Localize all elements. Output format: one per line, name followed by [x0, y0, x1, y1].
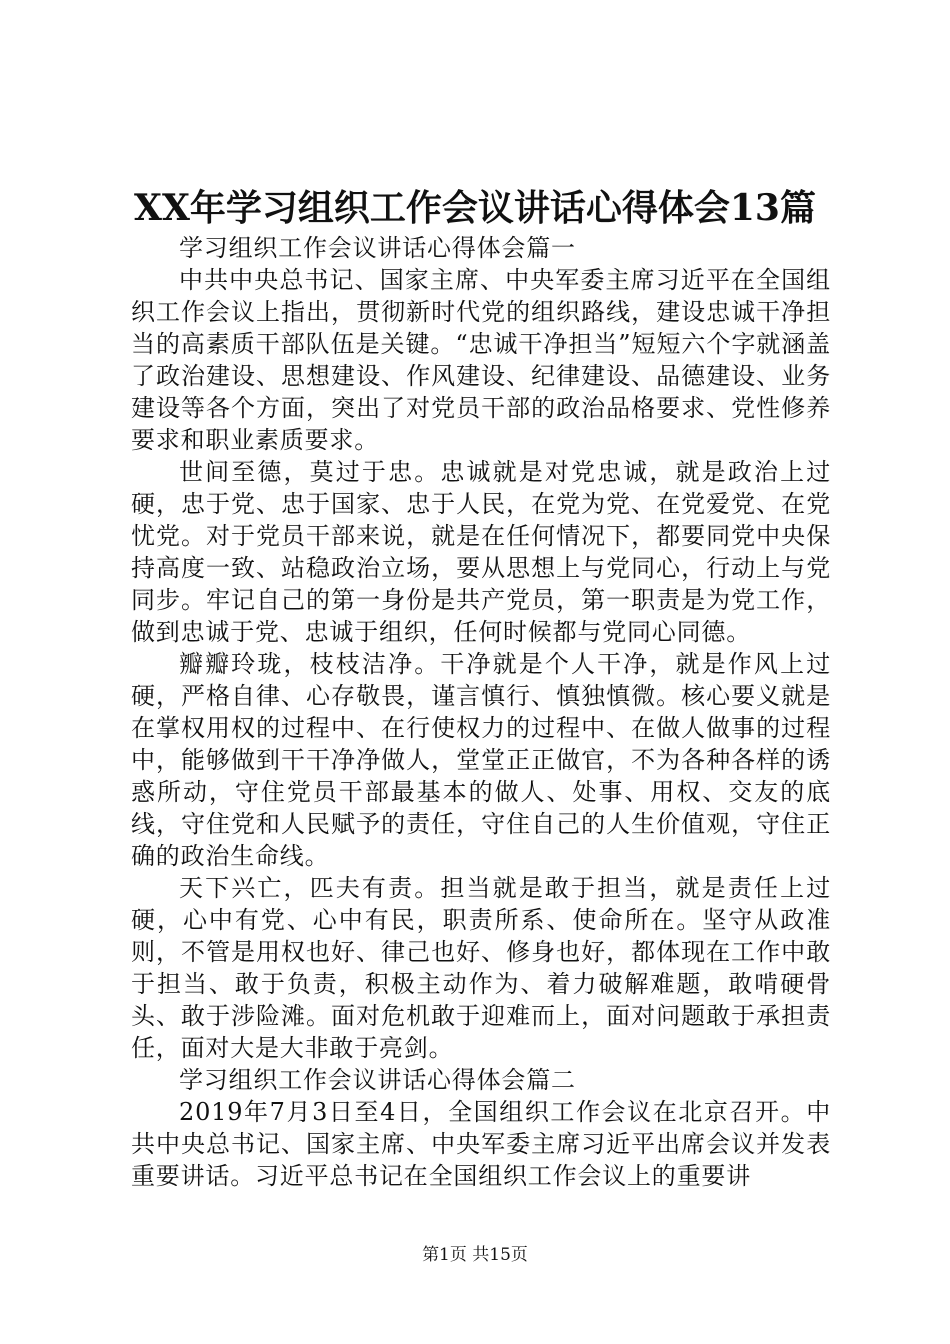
body-paragraph: 2019年7月3日至4日，全国组织工作会议在北京召开。中共中央总书记、国家主席、中央军委主席习近平出席会议并发表重要讲话。习近平总书记在全国组织工作会议上的重要讲	[131, 1098, 831, 1190]
section-heading-1: 学习组织工作会议讲话心得体会篇一	[179, 234, 576, 262]
document-title: XX年学习组织工作会议讲话心得体会13篇	[134, 187, 816, 229]
page-footer: 第1页 共15页	[422, 1245, 528, 1265]
body-paragraph: 瓣瓣玲珑，枝枝洁净。干净就是个人干净，就是作风上过硬，严格自律、心存敬畏，谨言慎行、慎独慎微。核心要义就是在掌权用权的过程中、在行使权力的过程中、在做人做事的过程中，能够做到干干净净做人，堂堂正正做官，不为各种各样的诱惑所动，守住党员干部最基本的做人、处事、用权、交友的底线，守住党和人民赋予的责任，守住自己的人生价值观，守住正确的政治生命线。	[131, 650, 831, 870]
body-paragraph: 天下兴亡，匹夫有责。担当就是敢于担当，就是责任上过硬，心中有党、心中有民，职责所系、使命所在。坚守从政准则，不管是用权也好、律己也好、修身也好，都体现在工作中敢于担当、敢于负责，积极主动作为、着力破解难题，敢啃硬骨头、敢于涉险滩。面对危机敢于迎难而上，面对问题敢于承担责任，面对大是大非敢于亮剑。	[131, 874, 831, 1062]
body-paragraph: 中共中央总书记、国家主席、中央军委主席习近平在全国组织工作会议上指出，贯彻新时代党的组织路线，建设忠诚干净担当的高素质干部队伍是关键。“忠诚干净担当”短短六个字就涵盖了政治建设、思想建设、作风建设、纪律建设、品德建设、业务建设等各个方面，突出了对党员干部的政治品格要求、党性修养要求和职业素质要求。	[131, 266, 831, 454]
body-paragraph: 世间至德，莫过于忠。忠诚就是对党忠诚，就是政治上过硬，忠于党、忠于国家、忠于人民，在党为党、在党爱党、在党忧党。对于党员干部来说，就是在任何情况下，都要同党中央保持高度一致、站稳政治立场，要从思想上与党同心，行动上与党同步。牢记自己的第一身份是共产党员，第一职责是为党工作，做到忠诚于党、忠诚于组织，任何时候都与党同心同德。	[131, 458, 831, 646]
section-heading-2: 学习组织工作会议讲话心得体会篇二	[179, 1066, 576, 1094]
document-body	[131, 232, 831, 1192]
